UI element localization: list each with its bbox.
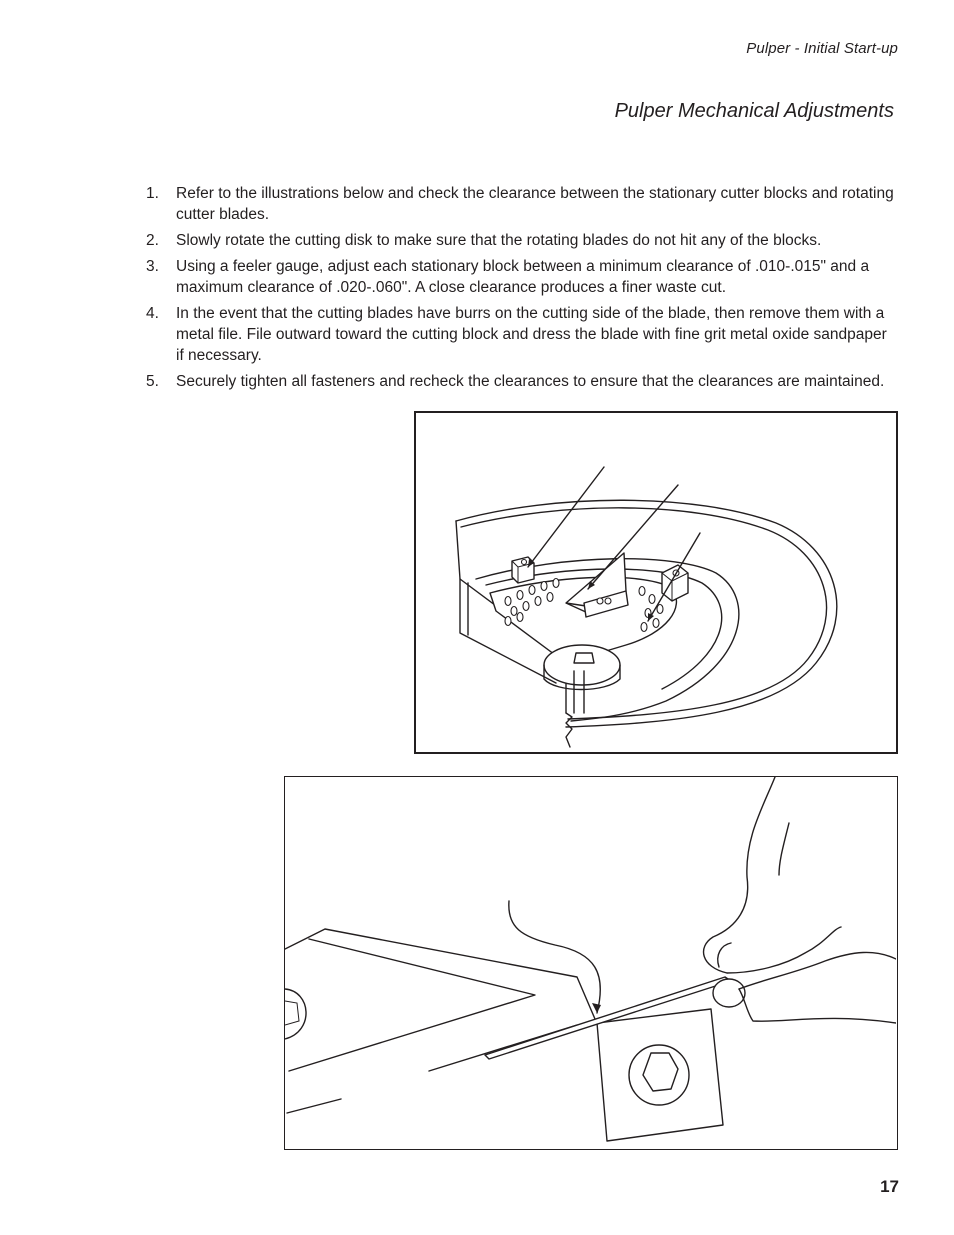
step-text: In the event that the cutting blades have burrs on the cutting side of the blade, then remove them with a metal file. File outward toward the cutting block and dress the blade with fine grit metal oxide sandpaper if necessary. [176, 305, 887, 364]
cutter-blade [285, 929, 595, 1019]
step-text: Securely tighten all fasteners and recheck the clearances to ensure that the clearances are maintained. [176, 373, 885, 390]
feeler-gauge-figure [284, 776, 898, 1150]
blade-bolt [605, 598, 611, 604]
cutaway-edge [566, 713, 572, 747]
step-text: Slowly rotate the cutting disk to make sure that the rotating blades do not hit any of the blocks. [176, 232, 822, 249]
thumb [739, 952, 896, 989]
section-title: Pulper Mechanical Adjustments [614, 100, 894, 122]
step-number: 5. [146, 373, 159, 390]
list-item [146, 183, 898, 225]
running-header: Pulper - Initial Start-up [746, 40, 898, 57]
cutter-assembly-figure [414, 411, 898, 754]
blade-bolt [285, 989, 306, 1039]
disk-hub [544, 645, 620, 685]
step-text: Refer to the illustrations below and check the clearance between the stationary cutter blocks and rotating cutter blades. [176, 185, 894, 223]
step-number: 1. [146, 185, 159, 202]
list-item [146, 371, 898, 392]
gauge-handle-end [713, 979, 745, 1007]
cutter-assembly-illustration [416, 413, 896, 752]
step-text: Using a feeler gauge, adjust each stationary block between a minimum clearance of .010-.015" and a maximum clearance of .020-.060". A close clearance produces a finer waste cut. [176, 258, 870, 296]
step-number: 3. [146, 258, 159, 275]
step-number: 2. [146, 232, 159, 249]
step-number: 4. [146, 305, 159, 322]
finger [704, 777, 775, 973]
feeler-gauge-illustration [285, 777, 896, 1148]
list-item [146, 303, 898, 366]
blade-bolt [597, 598, 603, 604]
hub-bolt [574, 653, 594, 663]
instruction-list [146, 183, 898, 397]
page-number: 17 [880, 1177, 899, 1196]
leader-line [528, 467, 604, 567]
list-item [146, 230, 898, 251]
pointer-arrow [509, 901, 601, 1013]
list-item [146, 256, 898, 298]
